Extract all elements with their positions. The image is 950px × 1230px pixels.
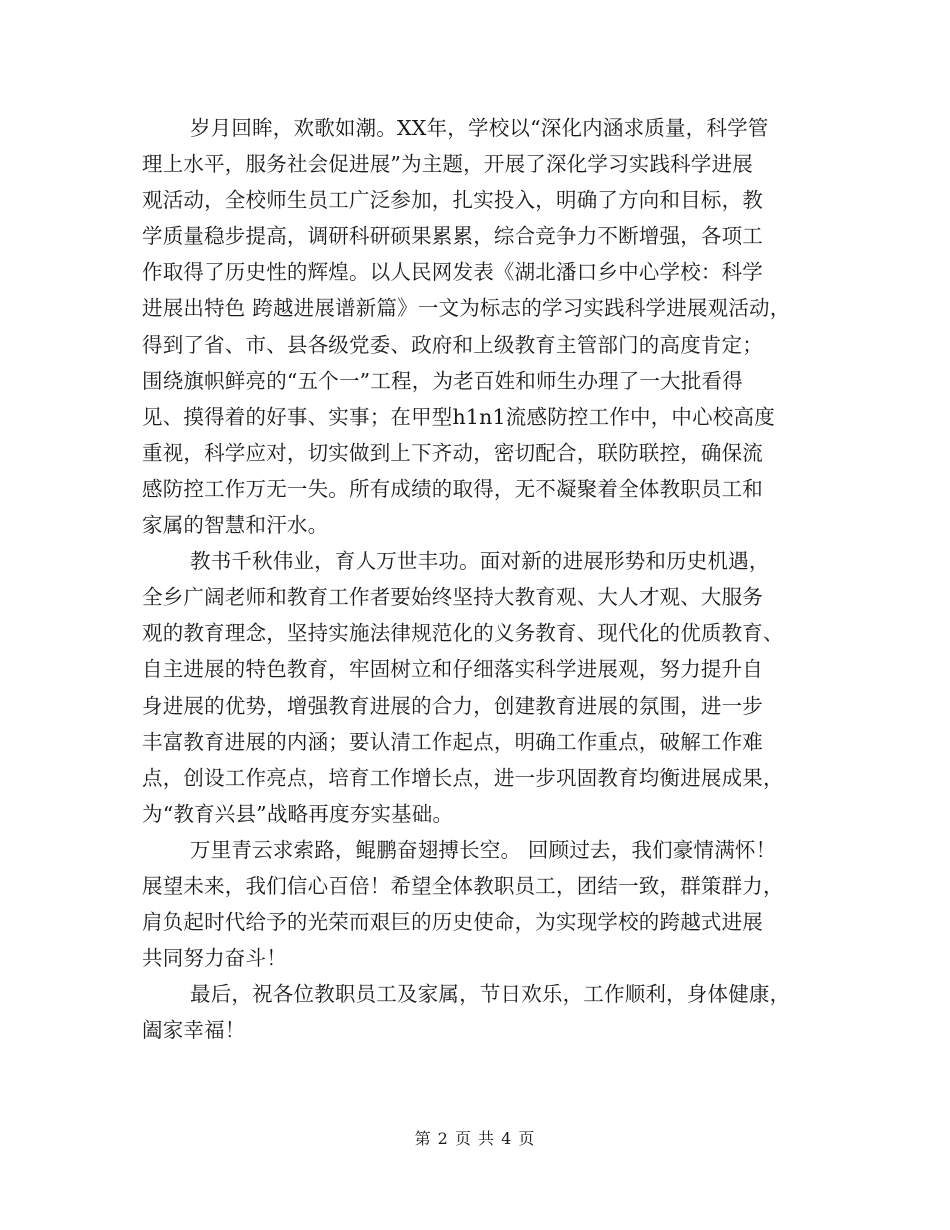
paragraph-4 — [142, 976, 822, 1048]
text-line: 展望未来，我们信心百倍！希望全体教职员工，团结一致，群策群力， — [142, 873, 784, 898]
text-line: 身进展的优势，增强教育进展的合力，创建教育进展的氛围，进一步 — [142, 693, 763, 718]
text-line: 最后，祝各位教职员工及家属，节日欢乐，工作顺利，身体健康， — [190, 982, 791, 1007]
text-line: 全乡广阔老师和教育工作者要始终坚持大教育观、大人才观、大服务 — [142, 585, 763, 610]
text-line: 自主进展的特色教育，牢固树立和仔细落实科学进展观，努力提升自 — [142, 657, 763, 682]
text-line: 围绕旗帜鲜亮的“五个一”工程，为老百姓和师生办理了一大批看得 — [142, 368, 743, 393]
text-line: 阖家幸福！ — [142, 1018, 246, 1043]
text-line: 为“教育兴县”战略再度夯实基础。 — [142, 801, 454, 826]
text-line: 丰富教育进展的内涵；要认清工作起点，明确工作重点，破解工作难 — [142, 729, 763, 754]
paragraph-3 — [142, 832, 822, 976]
text-line: 见、摸得着的好事、实事；在甲型h1n1流感防控工作中，中心校高度 — [142, 404, 775, 429]
text-line: 学质量稳步提高，调研科研硕果累累，综合竞争力不断增强，各项工 — [142, 224, 763, 249]
text-line: 岁月回眸，欢歌如潮。XX年，学校以“深化内涵求质量，科学管 — [190, 116, 769, 140]
text-line: 重视，科学应对，切实做到上下齐动，密切配合，联防联控，确保流 — [142, 440, 763, 465]
text-line: 家属的智慧和汗水。 — [142, 513, 329, 538]
text-line: 进展出特色 跨越进展谱新篇》一文为标志的学习实践科学进展观活动， — [142, 296, 791, 321]
paragraph-1 — [142, 110, 822, 543]
text-line: 理上水平，服务社会促进展”为主题，开展了深化学习实践科学进展 — [142, 152, 753, 177]
text-line: 教书千秋伟业，育人万世丰功。面对新的进展形势和历史机遇， — [190, 549, 770, 574]
text-line: 感防控工作万无一失。所有成绩的取得，无不凝聚着全体教职员工和 — [142, 476, 763, 501]
paragraph-2 — [142, 543, 822, 832]
text-line: 观活动，全校师生员工广泛参加，扎实投入，明确了方向和目标，教 — [142, 188, 763, 213]
text-line: 得到了省、市、县各级党委、政府和上级教育主管部门的高度肯定； — [142, 332, 763, 357]
text-line: 肩负起时代给予的光荣而艰巨的历史使命，为实现学校的跨越式进展 — [142, 910, 763, 935]
text-line: 点，创设工作亮点，培育工作增长点，进一步巩固教育均衡进展成果， — [142, 765, 784, 790]
text-line: 共同努力奋斗！ — [142, 946, 287, 971]
text-line: 观的教育理念，坚持实施法律规范化的义务教育、现代化的优质教育、 — [142, 621, 784, 646]
text-line: 万里青云求索路，鲲鹏奋翅搏长空。 回顾过去，我们豪情满怀！ — [190, 837, 777, 862]
text-line: 作取得了历史性的辉煌。以人民网发表《湖北潘口乡中心学校：科学 — [142, 260, 763, 285]
document-body — [142, 110, 822, 1048]
page-number-footer: 第 2 页 共 4 页 — [414, 1129, 536, 1148]
